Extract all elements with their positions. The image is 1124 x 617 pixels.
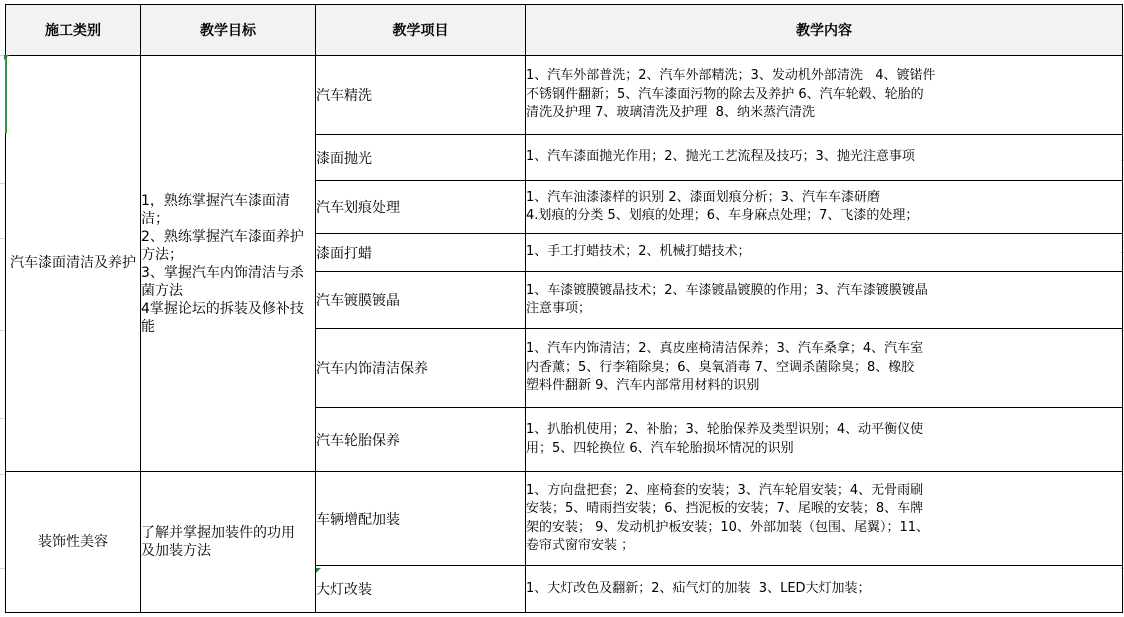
comment-indicator-icon [4,55,9,60]
category-cell[interactable]: 装饰性美容 [6,472,141,613]
goal-cell[interactable]: 1，熟练掌握汽车漆面清洁； 2、熟练掌握汽车漆面养护方法； 3、掌握汽车内饰清洁与杀菌方法 4掌握论坛的拆装及修补技能 [141,56,316,472]
comment-indicator-icon [316,568,321,573]
content-cell[interactable]: 1、汽车油漆漆样的识别 2、漆面划痕分析；3、汽车车漆研磨 4.划痕的分类 5、划痕的处理；6、车身麻点处理；7、飞漆的处理； [526,181,1123,234]
header-item[interactable]: 教学项目 [316,5,526,56]
item-cell[interactable]: 大灯改装 [316,566,526,613]
item-cell[interactable]: 车辆增配加装 [316,472,526,566]
content-cell[interactable]: 1、车漆镀膜镀晶技术；2、车漆镀晶镀膜的作用；3、汽车漆镀膜镀晶 注意事项； [526,272,1123,329]
content-cell[interactable]: 1、汽车外部普洗；2、汽车外部精洗；3、发动机外部清洗 4、镀锘件 不锈钢件翻新；5、汽车漆面污物的除去及养护 6、汽车轮毂、轮胎的 清洗及护理 7、玻璃清洗及护理 8、纳米蒸汽清洗 [526,56,1123,135]
content-cell[interactable]: 1、汽车内饰清洁；2、真皮座椅清洁保养；3、汽车桑拿；4、汽车室 内香薰；5、行李箱除臭；6、臭氧消毒 7、空调杀菌除臭；8、橡胶 塑料件翻新 9、汽车内部常用材料的识别 [526,329,1123,408]
item-cell[interactable]: 漆面抛光 [316,135,526,181]
content-cell[interactable]: 1、汽车漆面抛光作用；2、抛光工艺流程及技巧；3、抛光注意事项 [526,135,1123,181]
item-cell[interactable]: 汽车内饰清洁保养 [316,329,526,408]
header-row [6,5,1123,56]
content-cell[interactable]: 1、扒胎机使用；2、补胎；3、轮胎保养及类型识别；4、动平衡仪使 用；5、四轮换位 6、汽车轮胎损坏情况的识别 [526,408,1123,472]
teaching-plan-table [5,4,1123,613]
header-goal[interactable]: 教学目标 [141,5,316,56]
content-cell[interactable]: 1、方向盘把套；2、座椅套的安装；3、汽车轮眉安装；4、无骨雨刷 安装；5、晴雨挡安装；6、挡泥板的安装；7、尾喉的安装；8、车牌 架的安装； 9、发动机护板安装；10、外部加装（包围、尾翼）；11、 卷帘式窗帘安装 ； [526,472,1123,566]
item-cell[interactable]: 汽车精洗 [316,56,526,135]
item-cell[interactable]: 汽车划痕处理 [316,181,526,234]
category-cell[interactable]: 汽车漆面清洁及养护 [6,56,141,472]
item-cell[interactable]: 汽车轮胎保养 [316,408,526,472]
header-category[interactable]: 施工类别 [6,5,141,56]
table-row [6,56,1123,135]
table-row [6,472,1123,566]
header-content[interactable]: 教学内容 [526,5,1123,56]
item-cell[interactable]: 汽车镀膜镀晶 [316,272,526,329]
content-cell[interactable]: 1、大灯改色及翻新；2、疝气灯的加装 3、LED大灯加装； [526,566,1123,613]
content-cell[interactable]: 1、手工打蜡技术；2、机械打蜡技术； [526,234,1123,272]
goal-cell[interactable]: 了解并掌握加装件的功用 及加装方法 [141,472,316,613]
selection-edge-marker [5,55,7,133]
item-cell[interactable]: 漆面打蜡 [316,234,526,272]
